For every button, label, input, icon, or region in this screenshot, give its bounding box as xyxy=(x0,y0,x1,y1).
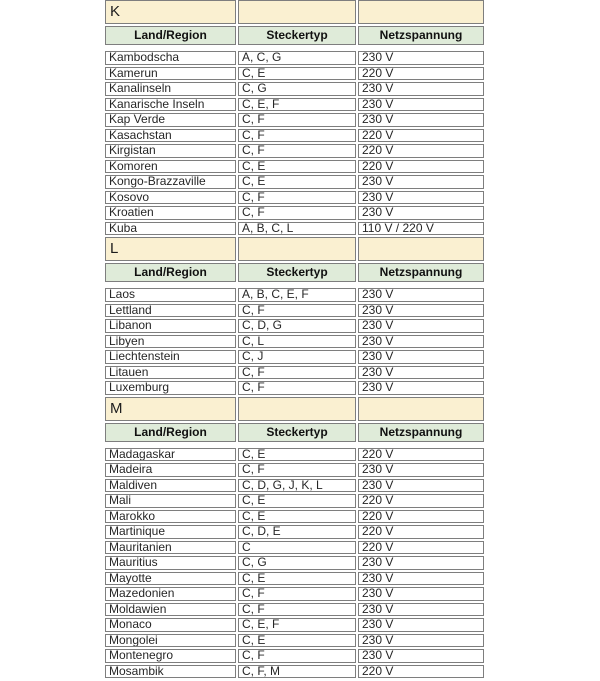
column-header-row xyxy=(105,26,484,45)
country-cell: Montenegro xyxy=(105,649,236,663)
voltage-cell: 220 V xyxy=(358,129,484,143)
plugtype-cell: C, E xyxy=(238,634,356,648)
country-cell: Marokko xyxy=(105,510,236,524)
spacer-row xyxy=(105,284,484,286)
country-cell: Mauritius xyxy=(105,556,236,570)
plugtype-cell: C, G xyxy=(238,556,356,570)
section-letter-empty-cell xyxy=(238,397,356,421)
country-cell: Luxemburg xyxy=(105,381,236,395)
voltage-cell: 230 V xyxy=(358,366,484,380)
table-row xyxy=(105,525,484,539)
country-cell: Madagaskar xyxy=(105,448,236,462)
section-letter-cell: M xyxy=(105,397,236,421)
section-letter-empty-cell xyxy=(358,397,484,421)
voltage-cell: 230 V xyxy=(358,175,484,189)
country-cell: Kamerun xyxy=(105,67,236,81)
section-letter-empty-cell xyxy=(358,0,484,24)
voltage-cell: 110 V / 220 V xyxy=(358,222,484,236)
voltage-cell: 230 V xyxy=(358,113,484,127)
country-cell: Martinique xyxy=(105,525,236,539)
plugtype-cell: C, G xyxy=(238,82,356,96)
voltage-cell: 230 V xyxy=(358,587,484,601)
plugtype-cell: C, L xyxy=(238,335,356,349)
plugtype-cell: C, E xyxy=(238,160,356,174)
plugtype-cell: C, E xyxy=(238,67,356,81)
plugtype-cell: A, C, G xyxy=(238,51,356,65)
voltage-cell: 220 V xyxy=(358,160,484,174)
country-cell: Mayotte xyxy=(105,572,236,586)
column-header-cell: Land/Region xyxy=(105,26,236,45)
plugtype-cell: C xyxy=(238,541,356,555)
voltage-cell: 220 V xyxy=(358,494,484,508)
column-header-cell: Steckertyp xyxy=(238,26,356,45)
section-letter-cell: L xyxy=(105,237,236,261)
country-cell: Moldawien xyxy=(105,603,236,617)
voltage-cell: 230 V xyxy=(358,350,484,364)
voltage-cell: 220 V xyxy=(358,525,484,539)
voltage-cell: 230 V xyxy=(358,556,484,570)
country-cell: Mauritanien xyxy=(105,541,236,555)
section-letter-row xyxy=(105,397,484,421)
voltage-cell: 230 V xyxy=(358,335,484,349)
plugtype-cell: C, F xyxy=(238,144,356,158)
country-cell: Monaco xyxy=(105,618,236,632)
table-row xyxy=(105,618,484,632)
table-row xyxy=(105,448,484,462)
table-row xyxy=(105,366,484,380)
plugtype-cell: C, F xyxy=(238,587,356,601)
voltage-cell: 230 V xyxy=(358,82,484,96)
voltage-cell: 230 V xyxy=(358,304,484,318)
plugtype-cell: C, E xyxy=(238,572,356,586)
country-cell: Kanarische Inseln xyxy=(105,98,236,112)
country-cell: Mongolei xyxy=(105,634,236,648)
plugtype-cell: C, E xyxy=(238,510,356,524)
voltage-cell: 220 V xyxy=(358,144,484,158)
plugtype-cell: C, F xyxy=(238,304,356,318)
plugtype-cell: A, B, C, E, F xyxy=(238,288,356,302)
table-row xyxy=(105,113,484,127)
column-header-cell: Land/Region xyxy=(105,263,236,282)
country-cell: Kambodscha xyxy=(105,51,236,65)
table-row xyxy=(105,175,484,189)
country-cell: Kongo-Brazzaville xyxy=(105,175,236,189)
table-row xyxy=(105,572,484,586)
plug-voltage-table-wrap xyxy=(103,0,486,680)
voltage-cell: 230 V xyxy=(358,649,484,663)
country-cell: Libanon xyxy=(105,319,236,333)
table-row xyxy=(105,160,484,174)
voltage-cell: 220 V xyxy=(358,448,484,462)
table-row xyxy=(105,350,484,364)
table-row xyxy=(105,463,484,477)
country-cell: Mali xyxy=(105,494,236,508)
plugtype-cell: C, F xyxy=(238,366,356,380)
plugtype-cell: C, F xyxy=(238,649,356,663)
voltage-cell: 230 V xyxy=(358,479,484,493)
section-letter-cell: K xyxy=(105,0,236,24)
spacer-cell xyxy=(105,284,484,286)
voltage-cell: 230 V xyxy=(358,572,484,586)
column-header-cell: Steckertyp xyxy=(238,423,356,442)
country-cell: Maldiven xyxy=(105,479,236,493)
table-row xyxy=(105,335,484,349)
country-cell: Kirgistan xyxy=(105,144,236,158)
table-row xyxy=(105,67,484,81)
table-row xyxy=(105,82,484,96)
voltage-cell: 230 V xyxy=(358,98,484,112)
column-header-cell: Netzspannung xyxy=(358,423,484,442)
voltage-cell: 230 V xyxy=(358,288,484,302)
voltage-cell: 230 V xyxy=(358,319,484,333)
table-row xyxy=(105,665,484,679)
table-row xyxy=(105,479,484,493)
table-row xyxy=(105,587,484,601)
table-row xyxy=(105,191,484,205)
country-cell: Liechtenstein xyxy=(105,350,236,364)
section-letter-empty-cell xyxy=(238,237,356,261)
plugtype-cell: C, E, F xyxy=(238,98,356,112)
table-row xyxy=(105,51,484,65)
column-header-cell: Netzspannung xyxy=(358,263,484,282)
column-header-cell: Netzspannung xyxy=(358,26,484,45)
plugtype-cell: C, F xyxy=(238,603,356,617)
plugtype-cell: C, D, G xyxy=(238,319,356,333)
country-cell: Kasachstan xyxy=(105,129,236,143)
table-row xyxy=(105,381,484,395)
country-cell: Litauen xyxy=(105,366,236,380)
voltage-cell: 230 V xyxy=(358,618,484,632)
country-cell: Laos xyxy=(105,288,236,302)
table-row xyxy=(105,222,484,236)
country-cell: Kanalinseln xyxy=(105,82,236,96)
plugtype-cell: C, D, G, J, K, L xyxy=(238,479,356,493)
plugtype-cell: C, F xyxy=(238,463,356,477)
table-row xyxy=(105,98,484,112)
table-row xyxy=(105,304,484,318)
plugtype-cell: C, F xyxy=(238,113,356,127)
plugtype-cell: C, D, E xyxy=(238,525,356,539)
plugtype-cell: C, E xyxy=(238,175,356,189)
voltage-cell: 230 V xyxy=(358,463,484,477)
section-letter-row xyxy=(105,237,484,261)
voltage-cell: 230 V xyxy=(358,381,484,395)
voltage-cell: 220 V xyxy=(358,510,484,524)
plugtype-cell: C, J xyxy=(238,350,356,364)
table-row xyxy=(105,494,484,508)
table-row xyxy=(105,319,484,333)
spacer-row xyxy=(105,444,484,446)
country-cell: Mazedonien xyxy=(105,587,236,601)
country-cell: Mosambik xyxy=(105,665,236,679)
voltage-cell: 220 V xyxy=(358,67,484,81)
voltage-cell: 230 V xyxy=(358,603,484,617)
plugtype-cell: C, F xyxy=(238,129,356,143)
country-cell: Madeira xyxy=(105,463,236,477)
section-letter-empty-cell xyxy=(238,0,356,24)
plug-voltage-table xyxy=(103,0,486,680)
voltage-cell: 220 V xyxy=(358,541,484,555)
plugtype-cell: C, F xyxy=(238,191,356,205)
table-row xyxy=(105,144,484,158)
column-header-row xyxy=(105,423,484,442)
column-header-cell: Steckertyp xyxy=(238,263,356,282)
plugtype-cell: C, E xyxy=(238,494,356,508)
table-row xyxy=(105,510,484,524)
section-letter-empty-cell xyxy=(358,237,484,261)
section-letter-row xyxy=(105,0,484,24)
voltage-cell: 230 V xyxy=(358,634,484,648)
country-cell: Kroatien xyxy=(105,206,236,220)
plugtype-cell: C, E, F xyxy=(238,618,356,632)
spacer-cell xyxy=(105,47,484,49)
table-row xyxy=(105,129,484,143)
spacer-row xyxy=(105,47,484,49)
table-row xyxy=(105,288,484,302)
spacer-cell xyxy=(105,444,484,446)
plugtype-cell: C, F xyxy=(238,206,356,220)
voltage-cell: 230 V xyxy=(358,206,484,220)
country-cell: Lettland xyxy=(105,304,236,318)
table-row xyxy=(105,541,484,555)
table-row xyxy=(105,206,484,220)
plug-table-body xyxy=(105,0,484,678)
plugtype-cell: A, B, C, L xyxy=(238,222,356,236)
country-cell: Kosovo xyxy=(105,191,236,205)
voltage-cell: 230 V xyxy=(358,191,484,205)
country-cell: Kap Verde xyxy=(105,113,236,127)
plugtype-cell: C, F xyxy=(238,381,356,395)
country-cell: Komoren xyxy=(105,160,236,174)
table-row xyxy=(105,634,484,648)
plugtype-cell: C, E xyxy=(238,448,356,462)
column-header-row xyxy=(105,263,484,282)
voltage-cell: 220 V xyxy=(358,665,484,679)
table-row xyxy=(105,556,484,570)
plugtype-cell: C, F, M xyxy=(238,665,356,679)
table-row xyxy=(105,603,484,617)
country-cell: Kuba xyxy=(105,222,236,236)
voltage-cell: 230 V xyxy=(358,51,484,65)
table-row xyxy=(105,649,484,663)
country-cell: Libyen xyxy=(105,335,236,349)
column-header-cell: Land/Region xyxy=(105,423,236,442)
